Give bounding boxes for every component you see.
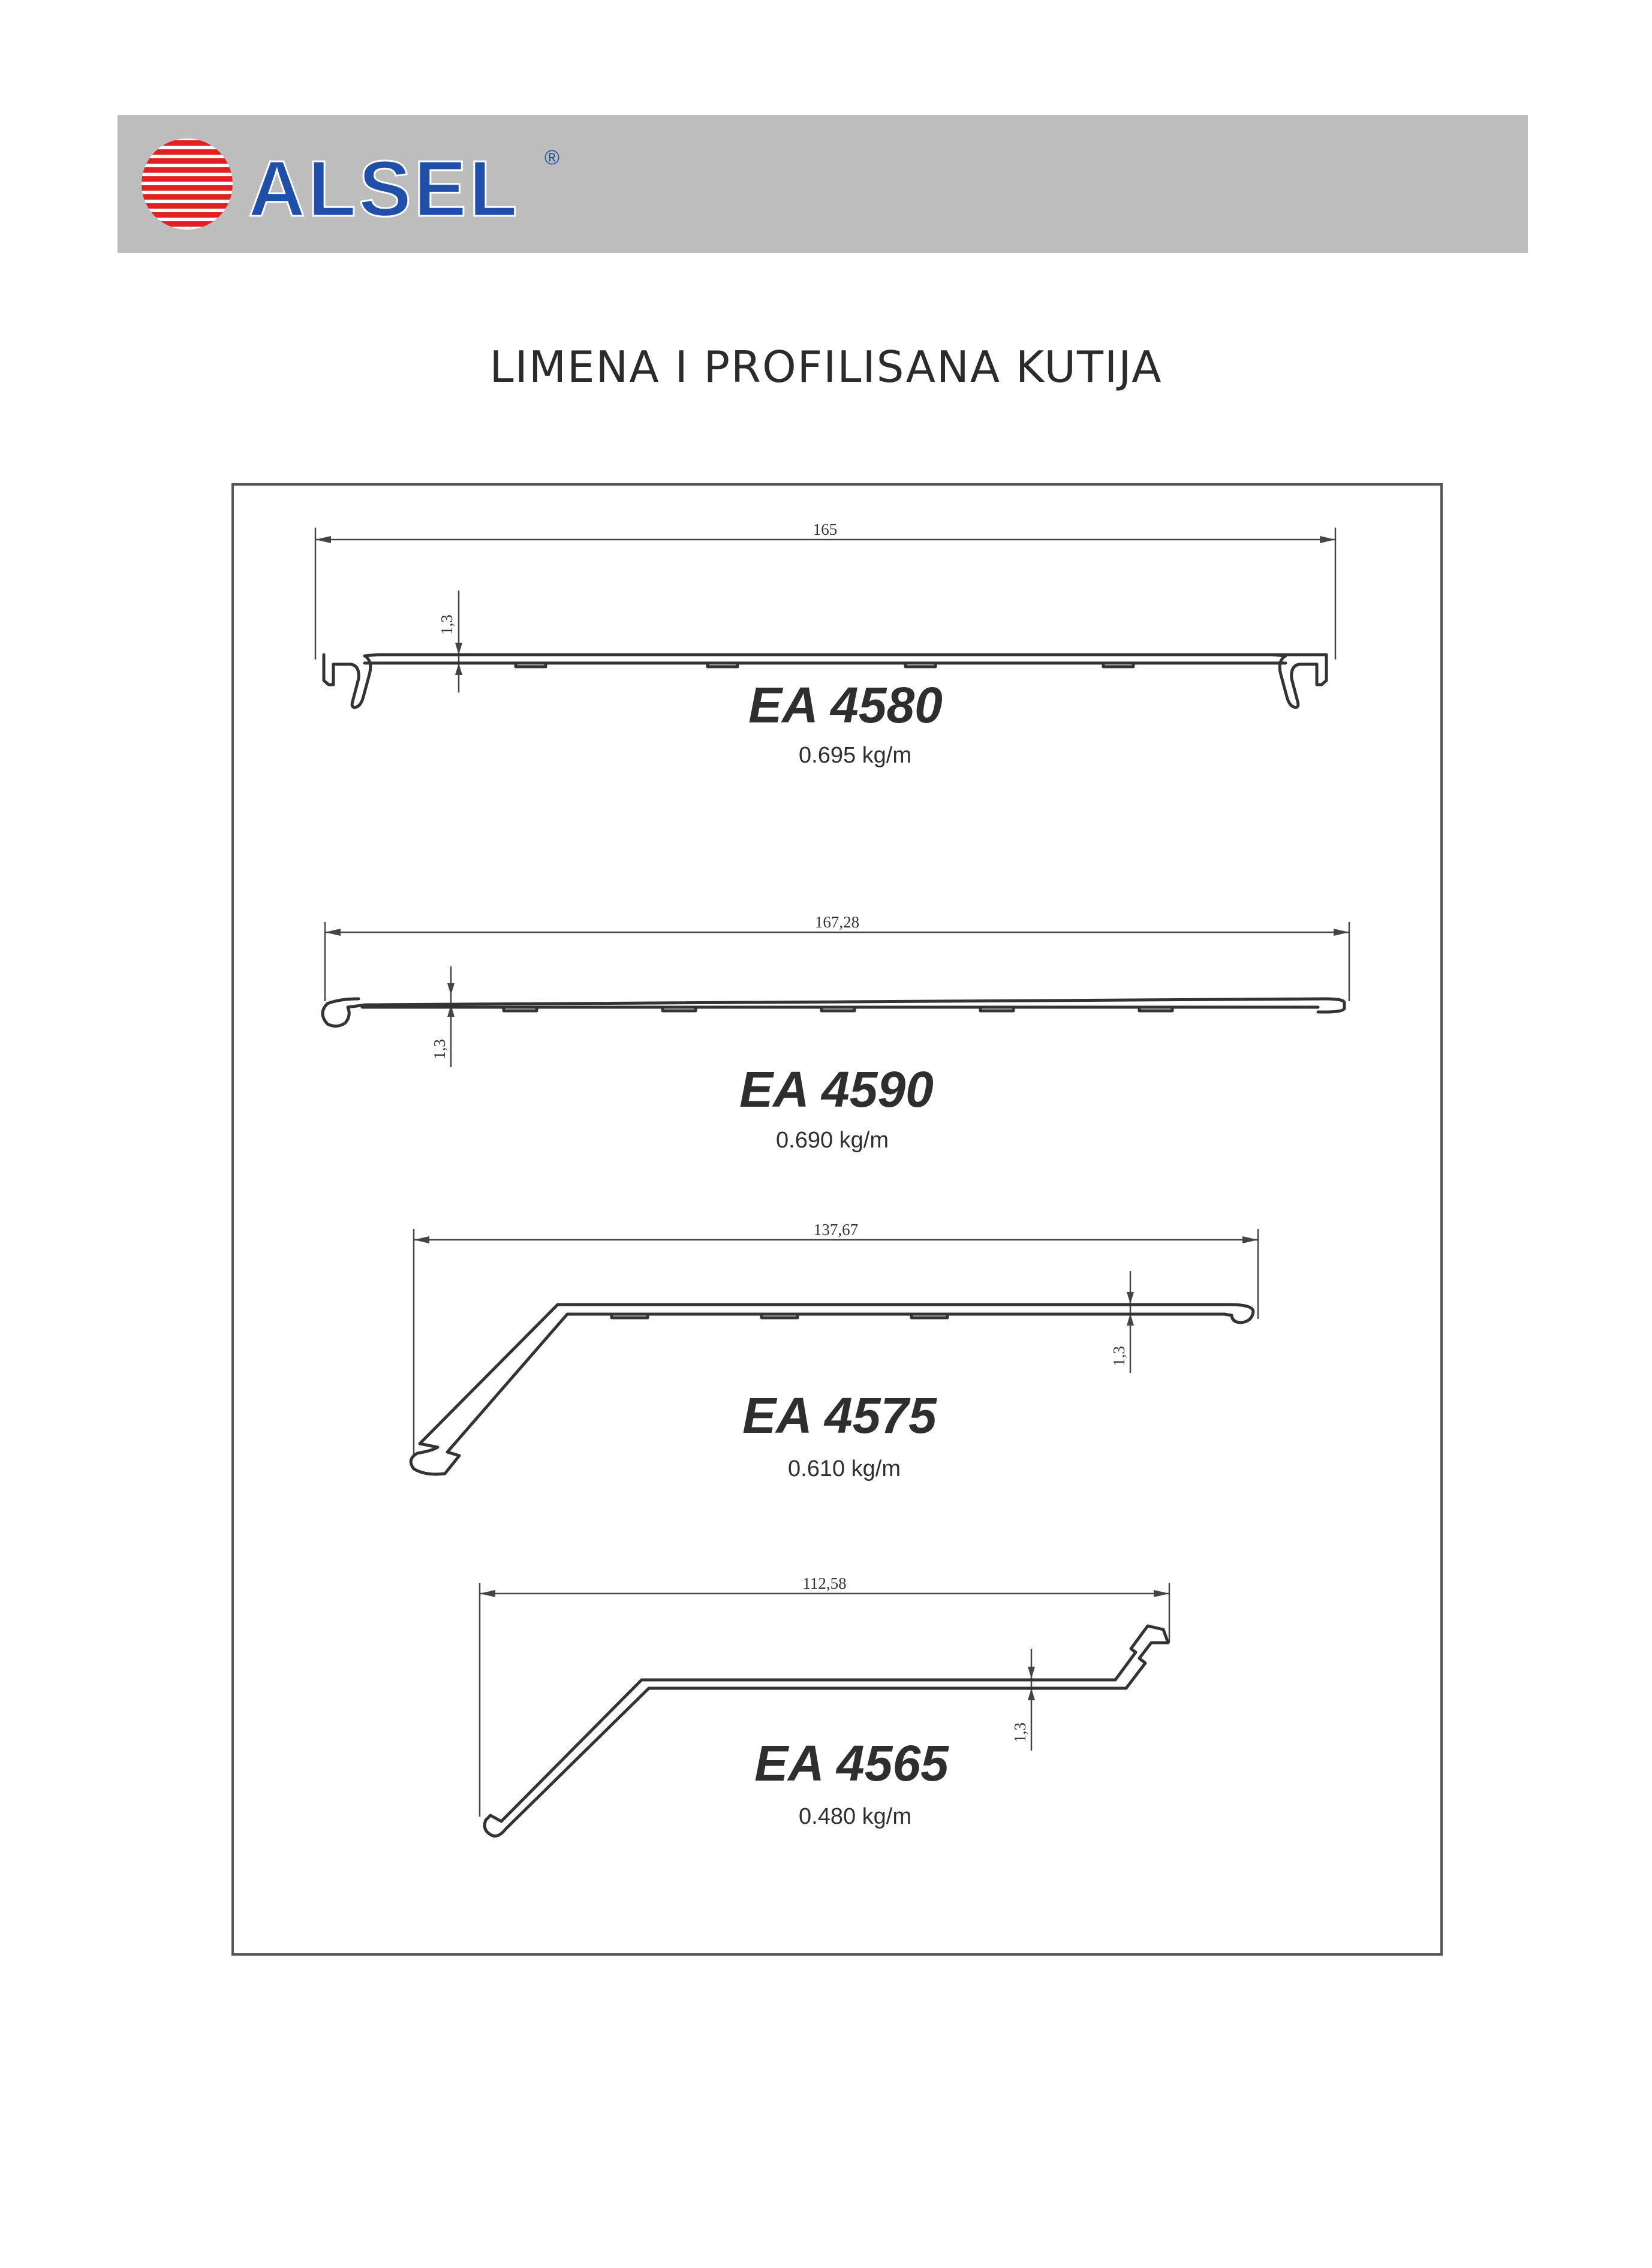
weight-label: 0.480 kg/m xyxy=(799,1804,911,1829)
width-dimension-label: 167,28 xyxy=(814,913,860,931)
alsel-logo xyxy=(139,133,571,235)
width-dimension-label: 165 xyxy=(813,520,838,538)
header-band xyxy=(118,115,1528,253)
model-code: EA 4580 xyxy=(748,677,943,733)
model-code: EA 4565 xyxy=(754,1735,949,1791)
model-code: EA 4575 xyxy=(742,1387,937,1444)
profile-ea-4575 xyxy=(411,1221,1258,1481)
width-dimension-label: 137,67 xyxy=(813,1221,859,1239)
profile-ea-4565 xyxy=(480,1574,1169,1836)
weight-label: 0.695 kg/m xyxy=(799,743,911,768)
drawing-frame xyxy=(231,483,1443,1956)
weight-label: 0.690 kg/m xyxy=(776,1128,889,1153)
profile-ea-4590 xyxy=(323,913,1349,1153)
profiles-drawing xyxy=(234,486,1445,1958)
globe-icon xyxy=(139,138,235,230)
thickness-dimension-label: 1,3 xyxy=(431,1039,449,1059)
weight-label: 0.610 kg/m xyxy=(788,1456,901,1481)
registered-mark: ® xyxy=(544,146,560,169)
width-dimension-label: 112,58 xyxy=(802,1574,847,1592)
alsel-logo-graphic xyxy=(139,133,571,235)
profile-ea-4580 xyxy=(315,520,1335,768)
model-code: EA 4590 xyxy=(739,1061,934,1118)
page-title: LIMENA I PROFILISANA KUTIJA xyxy=(489,342,1163,392)
brand-wordmark: ALSEL xyxy=(248,144,520,233)
thickness-dimension-label: 1,3 xyxy=(1110,1346,1128,1366)
thickness-dimension-label: 1,3 xyxy=(1011,1722,1029,1743)
thickness-dimension-label: 1,3 xyxy=(438,615,456,635)
